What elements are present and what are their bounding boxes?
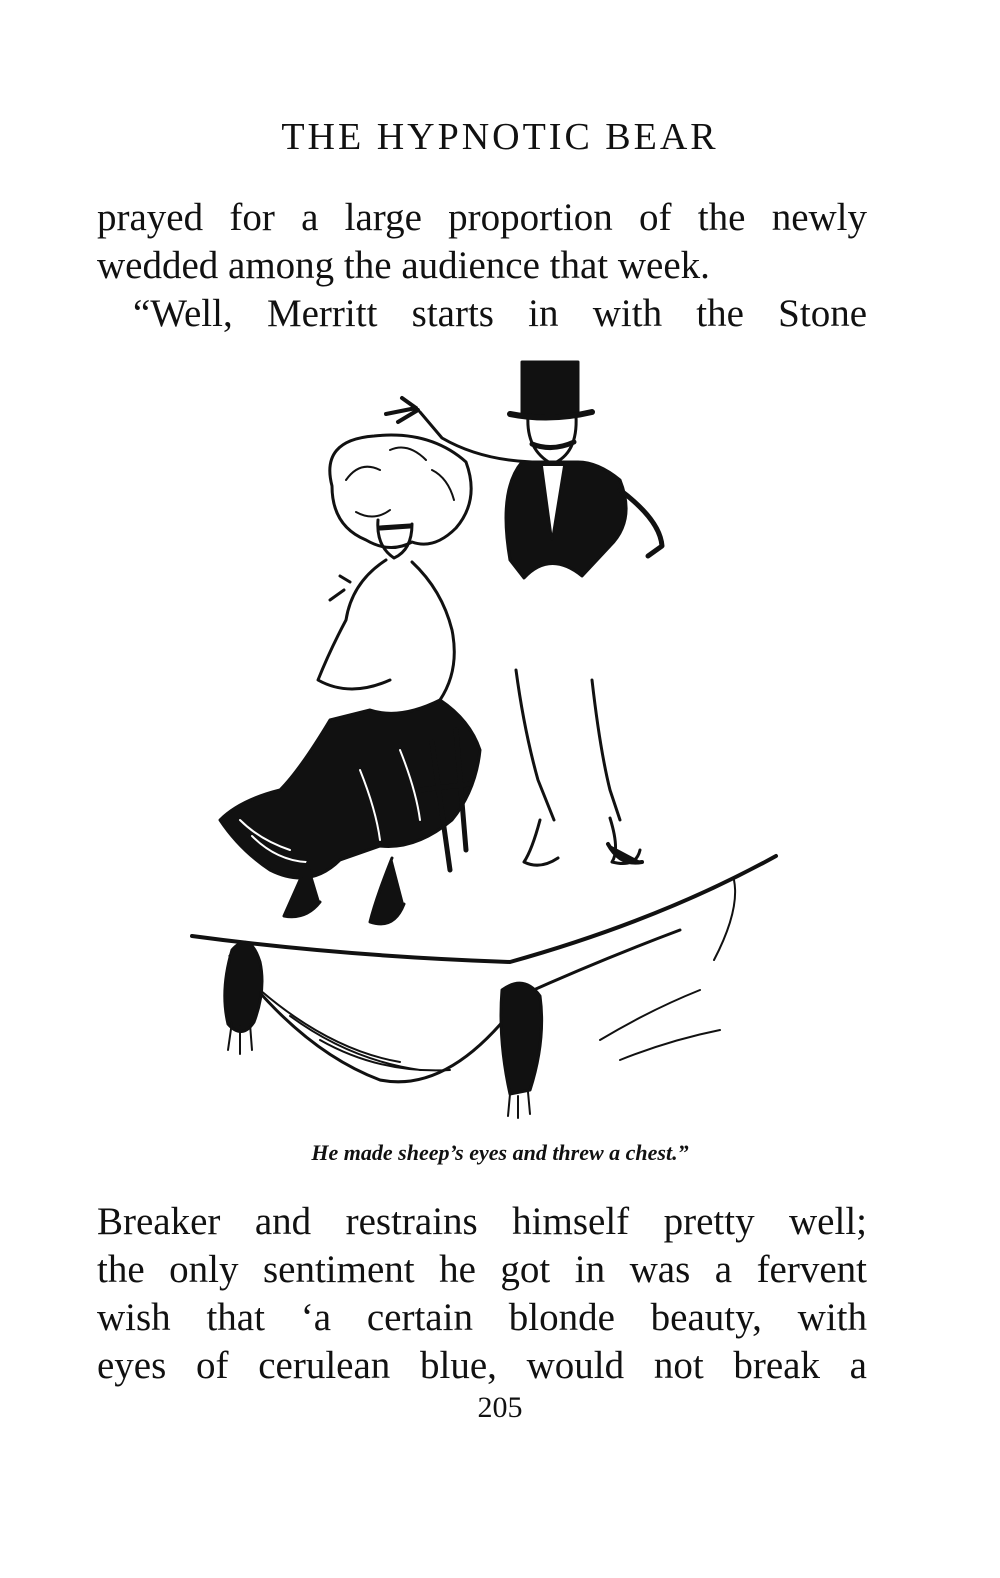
- text-line: Breaker and restrains himself pretty well;: [97, 1200, 867, 1243]
- text-line: wish that ‘a certain blonde beauty, with: [97, 1296, 867, 1339]
- page-number: 205: [477, 1391, 523, 1424]
- bottom-paragraph-block: [97, 1198, 867, 1390]
- text-line: “Well, Merritt starts in with the Stone: [133, 292, 867, 335]
- top-paragraph-block: [97, 194, 867, 338]
- stage-hypnotist-illustration-icon: [180, 350, 800, 1130]
- text-line: the only sentiment he got in was a fervent: [97, 1248, 867, 1291]
- text-line: eyes of cerulean blue, would not break a: [97, 1344, 867, 1387]
- text-line: wedded among the audience that week.: [97, 244, 710, 287]
- text-line: prayed for a large proportion of the newly: [97, 196, 867, 239]
- illustration-caption: He made sheep’s eyes and threw a chest.”: [311, 1140, 689, 1165]
- running-head: THE HYPNOTIC BEAR: [281, 116, 719, 158]
